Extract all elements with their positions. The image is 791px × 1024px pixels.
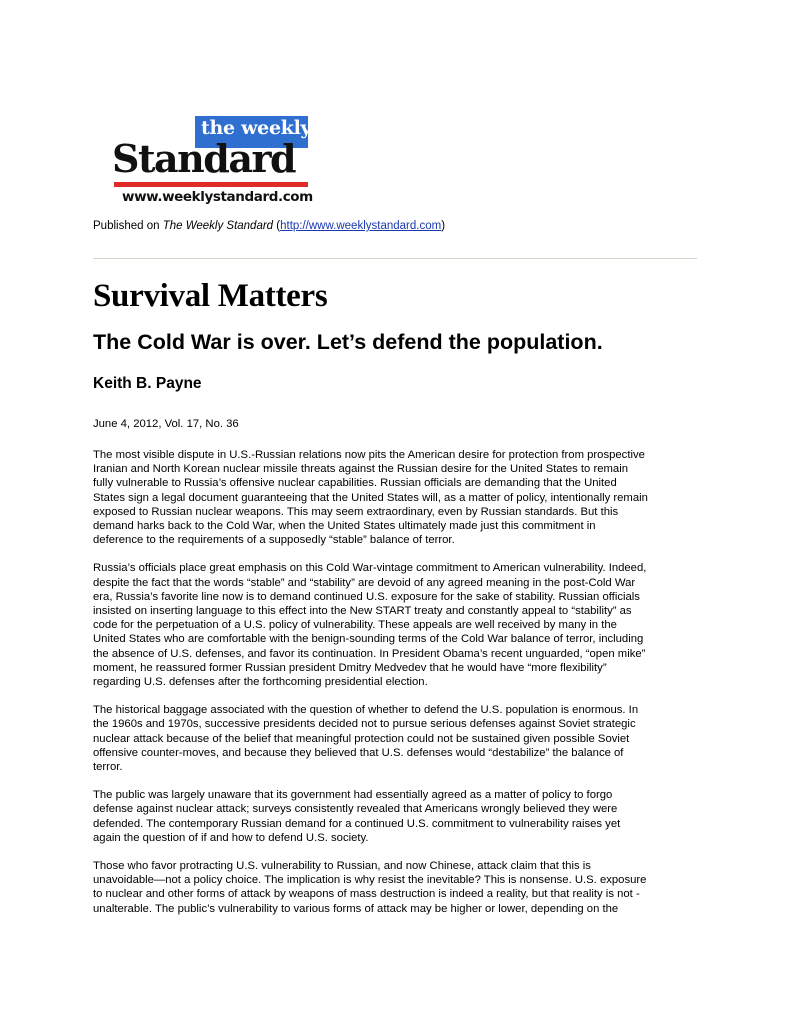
publication-name: The Weekly Standard (162, 220, 274, 232)
paragraph-line: regarding U.S. defenses after the forthcoming presidential election. (93, 676, 428, 689)
publication-link[interactable]: http://www.weeklystandard.com (280, 220, 442, 232)
article-body (93, 448, 703, 930)
paragraph-line: The most visible dispute in U.S.-Russian relations now pits the American desire for protection from prospective (93, 449, 645, 461)
logo-standard: Standard (112, 136, 296, 181)
article-date: June 4, 2012, Vol. 17, No. 36 (93, 418, 239, 430)
paragraph-line: Russia’s officials place great emphasis on this Cold War-vintage commitment to American vulnerability. Indeed, (93, 562, 647, 575)
article-title: Survival Matters (93, 278, 328, 314)
paragraph-line: insisted on inserting language to this effect into the New START treaty and constantly appeal to “stability” as (93, 605, 632, 618)
paragraph-line: demand harks back to the Cold War, when the United States ultimately made just this commitment in (93, 520, 596, 533)
paragraph-line: code for the perpetuation of a U.S. policy of vulnerability. These appeals are well received by many in the (93, 619, 617, 632)
paragraph-line: The historical baggage associated with the question of whether to defend the U.S. population is enormous. In (93, 704, 639, 717)
paragraph-line: defense against nuclear attack; surveys consistently revealed that Americans wrongly believed they were (93, 803, 618, 816)
article-subtitle: The Cold War is over. Let’s defend the population. (93, 330, 603, 354)
header-divider (93, 258, 697, 259)
paragraph-line: terror. (93, 761, 123, 774)
paragraph-line: unavoidable—not a policy choice. The implication is why resist the inevitable? This is nonsense. U.S. exposure (93, 874, 647, 887)
paragraph-line: The public was largely unaware that its government had essentially agreed as a matter of policy to forgo (93, 789, 613, 802)
paragraph-line: exposed to Russian nuclear weapons. This may seem extraordinary, even by Russian standards. But this (93, 505, 619, 518)
published-on-line (93, 220, 445, 232)
paragraph-line: United States who are comfortable with the benign-sounding terms of the Cold War balance of terror, including (93, 633, 644, 646)
paragraph-line: the 1960s and 1970s, successive presidents decided not to pursue serious defenses against Soviet strategic (93, 718, 636, 731)
paragraph-line: States sign a legal document guaranteeing that the United States will, as a matter of policy, intentionally remain (93, 491, 648, 504)
paragraph-line: Those who favor protracting U.S. vulnerability to Russian, and now Chinese, attack claim that this is (93, 860, 591, 873)
paragraph-line: fully vulnerable to Russia’s offensive nuclear capabilities. Russian officials are demanding that the United (93, 477, 617, 490)
article-paragraph (93, 859, 703, 916)
logo-the-weekly: the weekly (201, 117, 312, 139)
paragraph-line: deference to the requirements of a supposedly “stable” balance of terror. (93, 534, 455, 547)
article-paragraph (93, 561, 703, 689)
article-author: Keith B. Payne (93, 375, 202, 392)
paragraph-line: offensive counter-moves, and because they believed that U.S. defenses would “destabilize” the balance of (93, 746, 624, 759)
article-paragraph (93, 448, 703, 547)
published-prefix: Published on (93, 220, 163, 232)
paragraph-line: again the question of if and how to defend U.S. society. (93, 831, 369, 844)
weekly-standard-logo (110, 112, 313, 212)
logo-red-bar (114, 182, 308, 187)
paragraph-line: defended. The contemporary Russian demand for a continued U.S. commitment to vulnerability raises yet (93, 817, 621, 830)
paragraph-line: moment, he reassured former Russian president Dmitry Medvedev that he would have “more flexibility” (93, 661, 607, 674)
paragraph-line: to nuclear and other forms of attack by weapons of mass destruction is indeed a reality, but that reality is not - (93, 888, 640, 901)
paragraph-line: despite the fact that the words “stable” and “stability” are devoid of any agreed meaning in the post-Cold War (93, 576, 636, 589)
paragraph-line: nuclear attack because of the belief that meaningful protection could not be sustained given possible Soviet (93, 732, 630, 745)
paragraph-line: Iranian and North Korean nuclear missile threats against the Russian desire for the United States to remain (93, 463, 629, 476)
article-paragraph (93, 703, 703, 774)
published-close: ) (441, 220, 446, 232)
paragraph-line: the absence of U.S. defenses, and favor its continuation. In President Obama’s recent unguarded, “open mike” (93, 647, 646, 660)
paragraph-line: unalterable. The public’s vulnerability to various forms of attack may be higher or lower, depending on the (93, 902, 619, 915)
article-paragraph (93, 788, 703, 845)
paragraph-line: era, Russia’s favorite line now is to demand continued U.S. exposure for the sake of stability. Russian officials (93, 590, 640, 603)
logo-url: www.weeklystandard.com (122, 189, 313, 205)
published-open: ( (273, 220, 281, 232)
